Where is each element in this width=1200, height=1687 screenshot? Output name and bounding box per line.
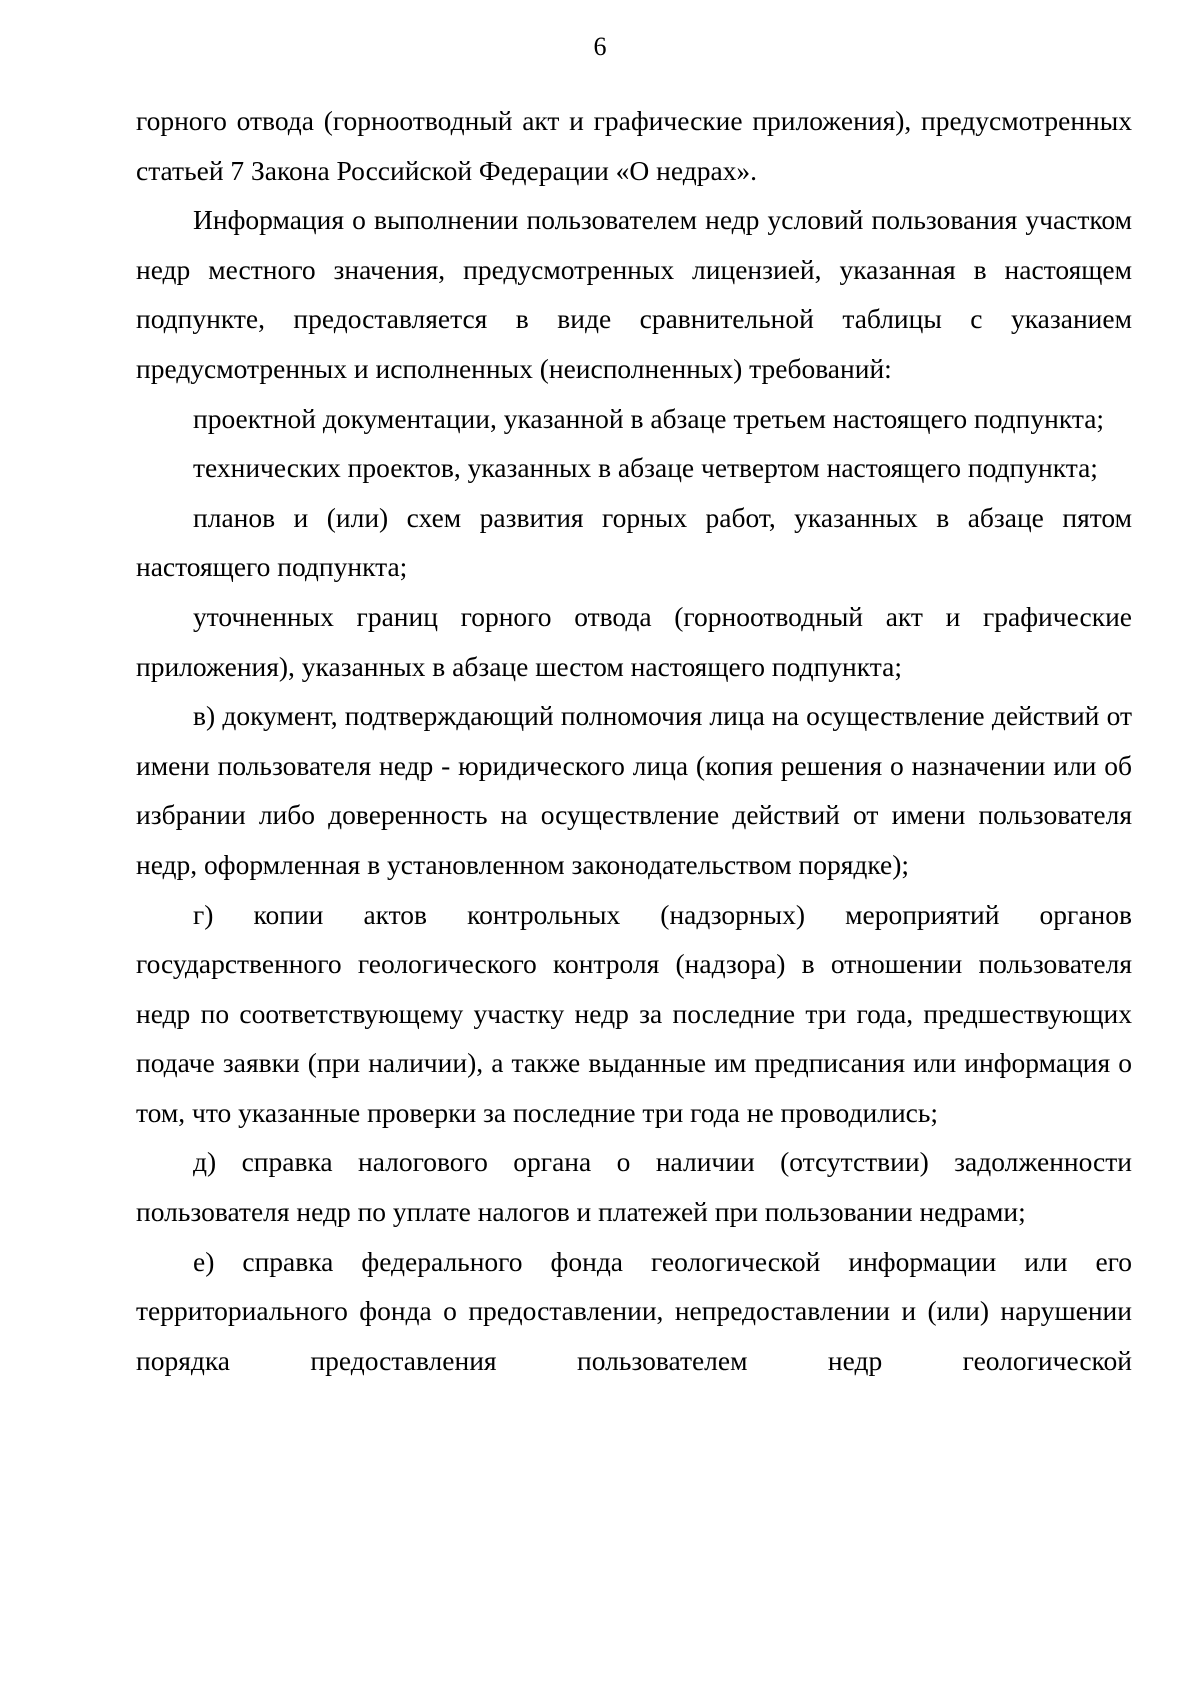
paragraph-1: горного отвода (горноотводный акт и графические приложения), предусмотренных статьей 7 Закона Российской Федерации «О недрах».	[136, 105, 1132, 186]
document-body	[136, 96, 1132, 1385]
paragraph-4: технических проектов, указанных в абзаце четвертом настоящего подпункта;	[193, 452, 1098, 484]
page-number: 6	[593, 32, 607, 61]
paragraph-7: в) документ, подтверждающий полномочия лица на осуществление действий от имени пользователя недр - юридического лица (копия решения о назначении или об избрании либо доверенность на осуществление действий от имени пользователя недр, оформленная в установленном законодательством порядке);	[136, 700, 1132, 880]
paragraph-6: уточненных границ горного отвода (горноотводный акт и графические приложения), указанных в абзаце шестом настоящего подпункта;	[136, 600, 1132, 682]
paragraph-5: планов и (или) схем развития горных работ, указанных в абзаце пятом настоящего подпункта;	[136, 501, 1132, 583]
paragraph-3: проектной документации, указанной в абзаце третьем настоящего подпункта;	[193, 402, 1105, 434]
paragraph-10: е) справка федерального фонда геологической информации или его территориального фонда о предоставлении, непредоставлении и (или) нарушении порядка предоставления пользователем недр геологической	[136, 1245, 1132, 1376]
paragraph-9: д) справка налогового органа о наличии (отсутствии) задолженности пользователя недр по уплате налогов и платежей при пользовании недрами;	[136, 1146, 1132, 1228]
paragraph-2: Информация о выполнении пользователем недр условий пользования участком недр местного значения, предусмотренных лицензией, указанная в настоящем подпункте, предоставляется в виде сравнительной таблицы с указанием предусмотренных и исполненных (неисполненных) требований:	[136, 204, 1132, 384]
paragraph-8: г) копии актов контрольных (надзорных) мероприятий органов государственного геологического контроля (надзора) в отношении пользователя недр по соответствующему участку недр за последние три года, предшествующих подаче заявки (при наличии), а также выданные им предписания или информация о том, что указанные проверки за последние три года не проводились;	[136, 898, 1132, 1128]
